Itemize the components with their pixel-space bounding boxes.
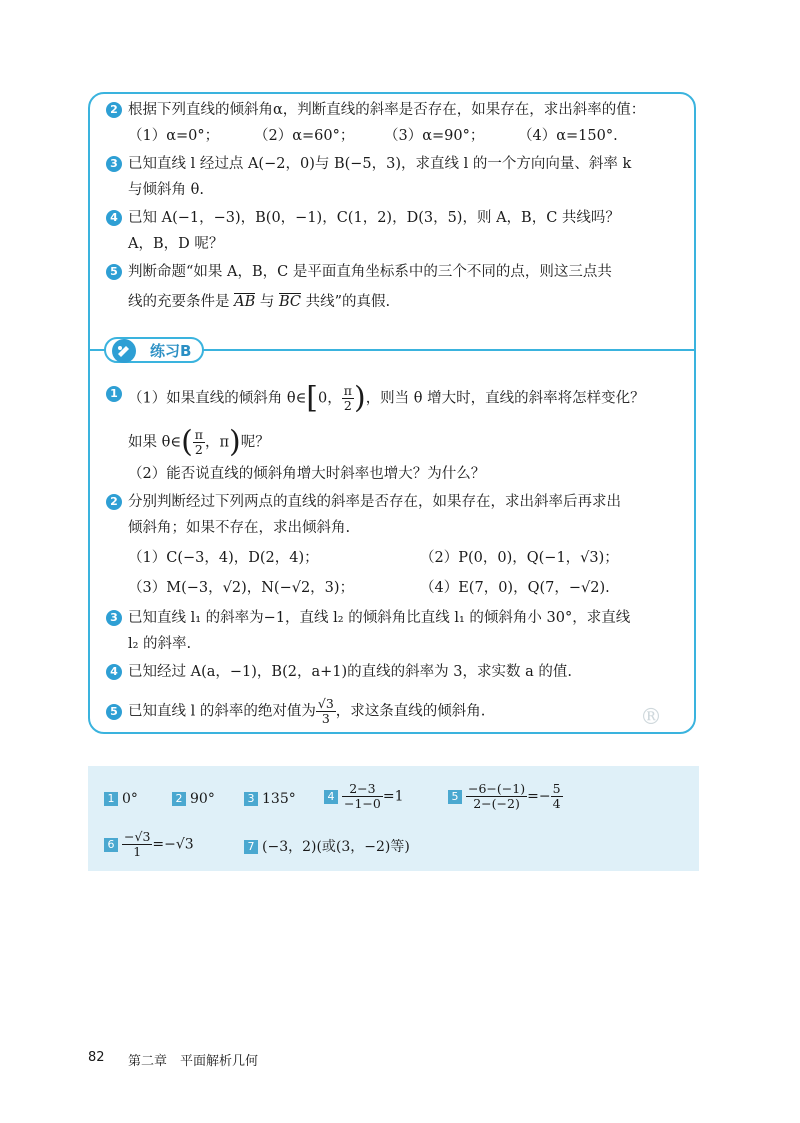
- question-text: 已知直线 l₁ 的斜率为−1，直线 l₂ 的倾斜角比直线 l₁ 的倾斜角小 30°，求直线: [128, 610, 631, 626]
- question-text: 已知 A(−1，−3)，B(0，−1)，C(1，2)，D(3，5)，则 A，B，C 共线吗？: [128, 210, 620, 226]
- answer-item: 6 $\frac{-√3}{1}$ =−√3: [104, 830, 194, 859]
- question-number: 5: [106, 704, 122, 720]
- option: （1）α=0°；: [128, 128, 220, 144]
- page-number: 82: [88, 1050, 105, 1065]
- question-text: 倾斜角；如果不存在，求出倾斜角.: [128, 520, 351, 536]
- question-text: （1）如果直线的倾斜角 θ∈[0， $\frac{\pi}{2}$ )，则当 θ 增大时，直线的斜率将怎样变化？: [128, 380, 645, 416]
- answer-panel: [88, 766, 699, 871]
- option: （1）C(−3，4)，D(2，4)；: [128, 550, 319, 566]
- question-number: 1: [106, 386, 122, 402]
- question-text: 判断命题“如果 A，B，C 是平面直角坐标系中的三个不同的点，则这三点共: [128, 264, 612, 280]
- option: （4）α=150°.: [518, 128, 618, 144]
- pencil-icon: [112, 339, 136, 363]
- question-text: 已知直线 l 的斜率的绝对值为 $\frac{√3}{3}$ ，求这条直线的倾斜角.: [128, 696, 486, 726]
- registered-mark: ®: [640, 705, 662, 730]
- chapter-title: 第二章 平面解析几何: [128, 1054, 259, 1069]
- question-text: A，B，D 呢？: [128, 236, 224, 252]
- section-title: 练习B: [150, 342, 192, 360]
- question-number: 2: [106, 494, 122, 510]
- option: （2）α=60°；: [254, 128, 355, 144]
- question-text: 线的充要条件是 AB 与 BC 共线”的真假.: [128, 294, 391, 310]
- question-number: 4: [106, 664, 122, 680]
- answer-item: 1 0°: [104, 790, 138, 808]
- question-text: l₂ 的斜率.: [128, 636, 192, 652]
- question-number: 2: [106, 102, 122, 118]
- question-text: 如果 θ∈( $\frac{\pi}{2}$ ，π)呢？: [128, 424, 270, 460]
- question-text: 已知直线 l 经过点 A(−2，0)与 B(−5，3)，求直线 l 的一个方向向量、斜率 k: [128, 156, 632, 172]
- answer-item: 3 135°: [244, 790, 296, 808]
- option: （2）P(0，0)，Q(−1，√3)；: [420, 550, 619, 566]
- option: （3）M(−3，√2)，N(−√2，3)；: [128, 580, 355, 596]
- question-text: 与倾斜角 θ.: [128, 182, 204, 198]
- question-text: 已知经过 A(a，−1)，B(2，a+1)的直线的斜率为 3，求实数 a 的值.: [128, 664, 572, 680]
- practice-b-header: [104, 337, 204, 363]
- option: （4）E(7，0)，Q(7，−√2).: [420, 580, 610, 596]
- vector-ab: AB: [234, 294, 256, 310]
- question-text: 根据下列直线的倾斜角α，判断直线的斜率是否存在，如果存在，求出斜率的值：: [128, 102, 646, 118]
- answer-item: 2 90°: [172, 790, 215, 808]
- answer-item: 7 (−3，2)(或(3，−2)等): [244, 838, 410, 856]
- question-text: （2）能否说直线的倾斜角增大时斜率也增大？为什么？: [128, 466, 486, 482]
- answer-item: 4 $\frac{2-3}{-1-0}$ =1: [324, 782, 404, 811]
- question-number: 3: [106, 610, 122, 626]
- question-text: 分别判断经过下列两点的直线的斜率是否存在，如果存在，求出斜率后再求出: [128, 494, 621, 510]
- question-number: 5: [106, 264, 122, 280]
- question-number: 3: [106, 156, 122, 172]
- option: （3）α=90°；: [384, 128, 485, 144]
- answer-item: 5 $\frac{-6-(-1)}{2-(-2)}$ =− $\frac{5}{4}$: [448, 782, 563, 811]
- question-number: 4: [106, 210, 122, 226]
- vector-bc: BC: [278, 294, 301, 310]
